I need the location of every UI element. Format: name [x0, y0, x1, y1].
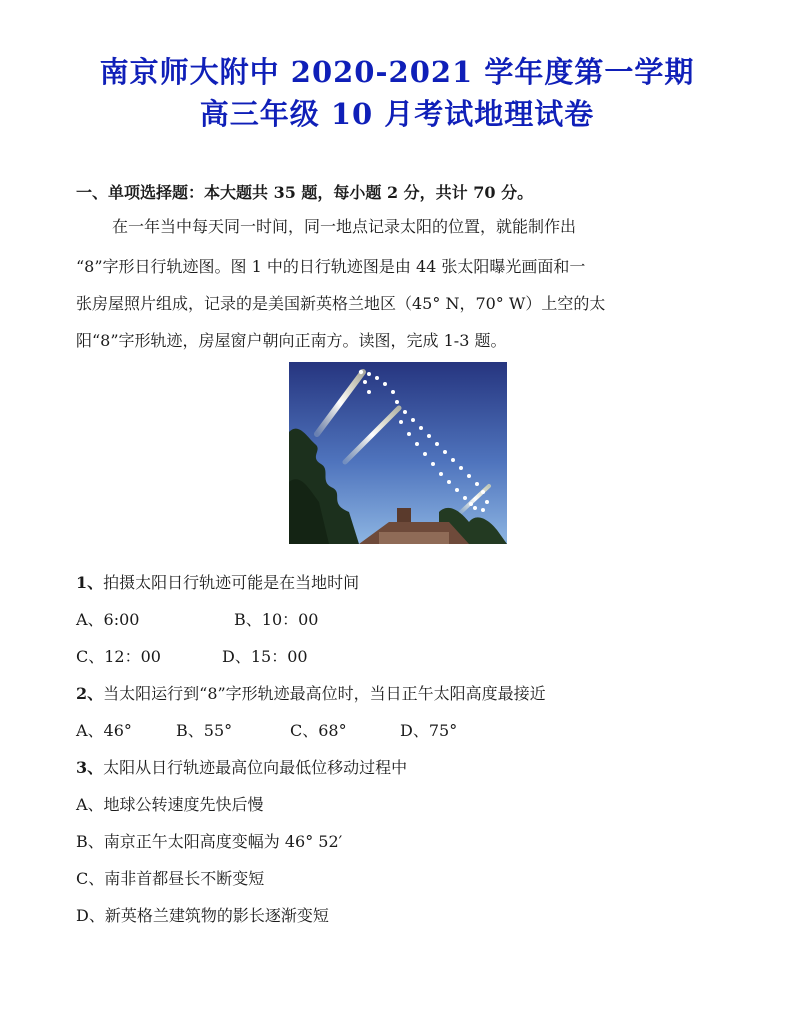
option-a[interactable]: A、46°	[76, 721, 132, 740]
question-2-options	[76, 718, 736, 741]
option-b[interactable]: B、10：00	[234, 610, 319, 629]
option-c[interactable]: C、12：00	[76, 647, 161, 666]
option-d[interactable]: D、75°	[400, 721, 458, 740]
question-1	[76, 570, 736, 593]
section-heading: 一、单项选择题：本大题共 35 题，每小题 2 分，共计 70 分。	[76, 183, 534, 202]
question-3-option-a[interactable]: A、地球公转速度先快后慢	[76, 795, 264, 814]
option-d[interactable]: D、15：00	[222, 647, 308, 666]
passage-line-3: 张房屋照片组成，记录的是美国新英格兰地区（45° N，70° W）上空的太	[76, 294, 606, 313]
question-stem: 太阳从日行轨迹最高位向最低位移动过程中	[103, 758, 408, 777]
question-3-option-b[interactable]: B、南京正午太阳高度变幅为 46° 52′	[76, 832, 343, 851]
page-title-line2: 高三年级 10 月考试地理试卷	[199, 97, 595, 131]
passage-line-4: 阳“8”字形轨迹，房屋窗户朝向正南方。读图，完成 1-3 题。	[76, 331, 507, 350]
option-b[interactable]: B、55°	[176, 721, 233, 740]
question-1-options-row-1	[76, 607, 736, 630]
question-3	[76, 755, 736, 778]
question-3-option-d[interactable]: D、新英格兰建筑物的影长逐渐变短	[76, 906, 329, 925]
question-2	[76, 681, 736, 704]
option-a[interactable]: A、6:00	[76, 610, 140, 629]
question-stem: 当太阳运行到“8”字形轨迹最高位时，当日正午太阳高度最接近	[103, 684, 546, 703]
question-stem: 拍摄太阳日行轨迹可能是在当地时间	[103, 573, 360, 592]
passage-line-1: 在一年当中每天同一时间，同一地点记录太阳的位置，就能制作出	[112, 217, 577, 236]
option-c[interactable]: C、68°	[290, 721, 347, 740]
passage-line-2: “8”字形日行轨迹图。图 1 中的日行轨迹图是由 44 张太阳曝光画面和一	[76, 257, 586, 276]
question-number: 3、	[76, 758, 104, 777]
page-title-line1: 南京师大附中 2020-2021 学年度第一学期	[99, 55, 695, 89]
sun-analemma-photo	[289, 362, 507, 544]
question-1-options-row-2	[76, 644, 736, 667]
question-number: 2、	[76, 684, 104, 703]
question-number: 1、	[76, 573, 104, 592]
question-3-option-c[interactable]: C、南非首都昼长不断变短	[76, 869, 265, 888]
